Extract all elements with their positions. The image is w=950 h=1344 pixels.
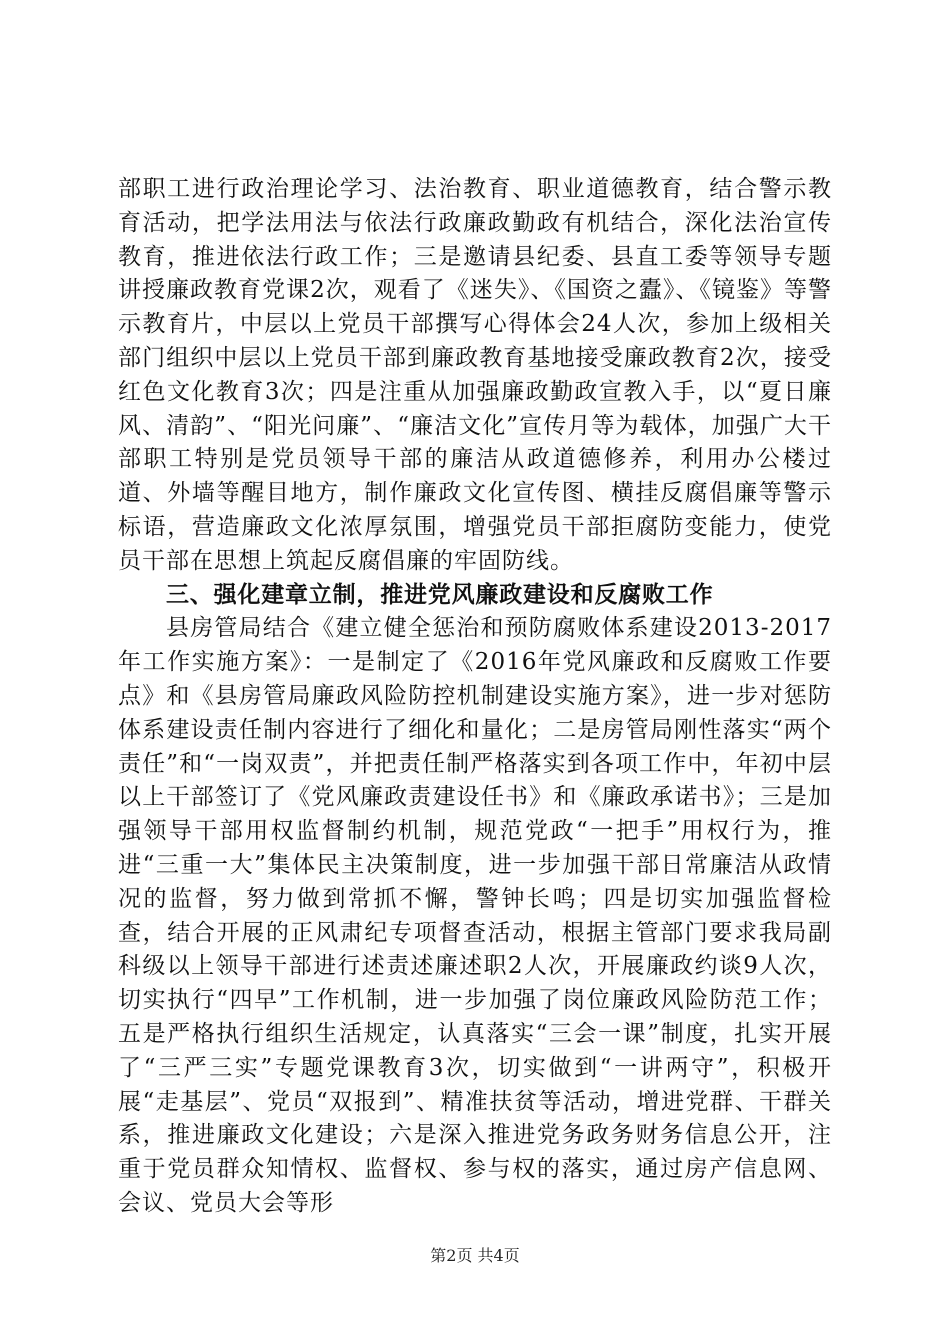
paragraph-section-3: 县房管局结合《建立健全惩治和预防腐败体系建设2013-2017年工作实施方案》：一是制定了《2016年党风廉政和反腐败工作要点》和《县房管局廉政风险防控机制建设实施方案》，进一步对惩防体系建设责任制内容进行了细化和量化；二是房管局刚性落实“两个责任”和“一岗双责”，并把责任制严格落实到各项工作中，年初中层以上干部签订了《党风廉政责建设任书》和《廉政承诺书》；三是加强领导干部用权监督制约机制，规范党政“一把手”用权行为，推进“三重一大”集体民主决策制度，进一步加强干部日常廉洁从政情况的监督，努力做到常抓不懈，警钟长鸣；四是切实加强监督检查，结合开展的正风肃纪专项督查活动，根据主管部门要求我局副科级以上领导干部进行述责述廉述职2人次，开展廉政约谈9人次，切实执行“四早”工作机制，进一步加强了岗位廉政风险防范工作；五是严格执行组织生活规定，认真落实“三会一课”制度，扎实开展了“三严三实”专题党课教育3次，切实做到“一讲两守”，积极开展“走基层”、党员“双报到”、精准扶贫等活动，增进党群、干群关系，推进廉政文化建设；六是深入推进党务政务财务信息公开，注重于党员群众知情权、监督权、参与权的落实，通过房产信息网、会议、党员大会等形 [118,615,832,1216]
document-body [118,173,832,1221]
page-number-footer: 第2页 共4页 [430,1246,520,1265]
paragraph-continued: 部职工进行政治理论学习、法治教育、职业道德教育，结合警示教育活动，把学法用法与依法行政廉政勤政有机结合，深化法治宣传教育，推进依法行政工作；三是邀请县纪委、县直工委等领导专题讲授廉政教育党课2次，观看了《迷失》、《国资之蠹》、《镜鉴》等警示教育片，中层以上党员干部撰写心得体会24人次，参加上级相关部门组织中层以上党员干部到廉政教育基地接受廉政教育2次，接受红色文化教育3次；四是注重从加强廉政勤政宣教入手，以“夏日廉风、清韵”、“阳光问廉”、“廉洁文化”宣传月等为载体，加强广大干部职工特别是党员领导干部的廉洁从政道德修养，利用办公楼过道、外墙等醒目地方，制作廉政文化宣传图、横挂反腐倡廉等警示标语，营造廉政文化浓厚氛围，增强党员干部拒腐防变能力，使党员干部在思想上筑起反腐倡廉的牢固防线。 [118,176,832,574]
section-heading: 三、强化建章立制，推进党风廉政建设和反腐败工作 [166,581,714,608]
